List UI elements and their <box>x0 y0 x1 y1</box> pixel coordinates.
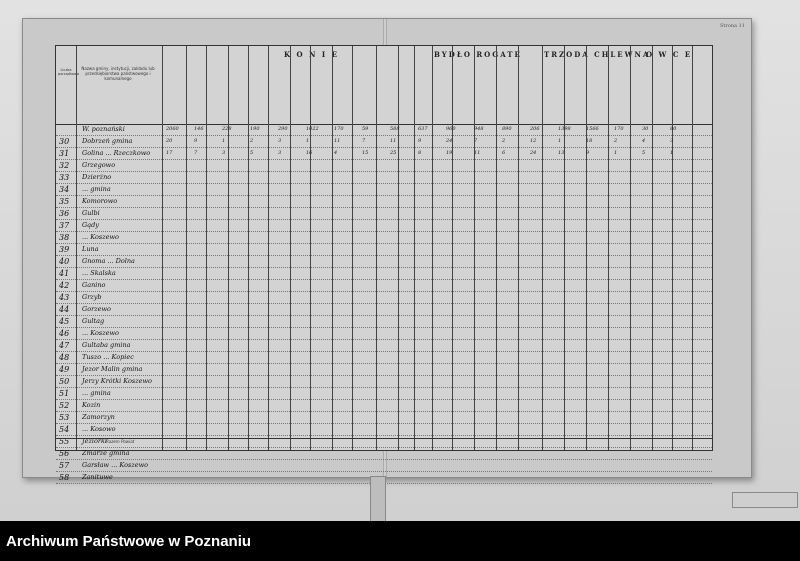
table-row <box>56 160 712 172</box>
table-cell: 2 <box>502 138 506 144</box>
table-row <box>56 340 712 352</box>
table-row <box>56 172 712 184</box>
table-cell: 9 <box>194 138 198 144</box>
table-cell: 890 <box>502 126 512 132</box>
row-name: Dzierżno <box>82 173 112 181</box>
archive-footer <box>0 521 800 561</box>
table-cell: 20 <box>166 138 173 144</box>
table-row <box>56 256 712 268</box>
row-name: ... gmina <box>82 389 111 397</box>
table-row <box>56 124 712 136</box>
row-name: ... Koszewo <box>82 329 119 337</box>
row-number: 57 <box>59 461 70 470</box>
row-number: 40 <box>59 257 70 266</box>
ledger-rows <box>56 124 712 484</box>
row-name: Dobrzeń gmina <box>82 137 133 145</box>
table-row <box>56 448 712 460</box>
row-number: 56 <box>59 449 70 458</box>
row-number: 37 <box>59 221 70 230</box>
table-cell: 6 <box>502 150 506 156</box>
row-number: 42 <box>59 281 70 290</box>
table-cell: 13 <box>558 150 565 156</box>
ledger-header <box>56 46 712 125</box>
row-number: 36 <box>59 209 70 218</box>
row-name: Gorzewo <box>82 305 111 313</box>
table-cell: 1398 <box>558 126 571 132</box>
table-cell: 24 <box>446 138 453 144</box>
table-cell: 9 <box>586 150 590 156</box>
row-name: Luna <box>82 245 99 253</box>
table-cell: 11 <box>334 138 341 144</box>
row-number: 54 <box>59 425 70 434</box>
table-cell: 1 <box>306 138 310 144</box>
table-row <box>56 352 712 364</box>
row-number: 41 <box>59 269 70 278</box>
row-name: Komorowo <box>82 197 118 205</box>
row-name: Grzegowo <box>82 161 116 169</box>
table-cell: 146 <box>194 126 204 132</box>
table-cell: 17 <box>166 150 173 156</box>
table-cell: 5 <box>642 150 646 156</box>
row-name: Gultaba gmina <box>82 341 131 349</box>
table-cell: 59 <box>362 126 369 132</box>
table-row <box>56 268 712 280</box>
table-cell: 7 <box>474 138 478 144</box>
row-number: 33 <box>59 173 70 182</box>
table-cell: 228 <box>222 126 232 132</box>
table-cell: 2060 <box>166 126 179 132</box>
corner-mark: Strona 11 <box>720 23 745 29</box>
row-number: 43 <box>59 293 70 302</box>
table-cell: 3 <box>670 138 674 144</box>
row-name: Garsław ... Koszewo <box>82 461 149 469</box>
table-cell: 190 <box>250 126 260 132</box>
table-cell: 1566 <box>586 126 599 132</box>
table-cell: 30 <box>642 126 649 132</box>
archive-name: Archiwum Państwowe w Poznaniu <box>6 533 252 550</box>
row-name: ... Skalska <box>82 269 116 277</box>
table-row <box>56 184 712 196</box>
document-sheet <box>22 18 752 482</box>
table-cell: 11 <box>474 150 481 156</box>
table-row <box>56 244 712 256</box>
row-name: Jeziorki <box>82 437 107 445</box>
table-cell: 170 <box>614 126 624 132</box>
row-name: ... Kosowo <box>82 425 116 433</box>
row-name: Gnoma ... Dolna <box>82 257 135 265</box>
row-number: 49 <box>59 365 70 374</box>
paper-clip <box>370 476 386 521</box>
row-name: Zmarze gmina <box>82 449 130 457</box>
table-cell: 170 <box>334 126 344 132</box>
table-cell: 1 <box>614 150 618 156</box>
table-cell: 4 <box>642 138 646 144</box>
table-cell: 1 <box>558 138 562 144</box>
row-name: Ganino <box>82 281 106 289</box>
table-cell: 15 <box>362 150 369 156</box>
row-name: Grzyb <box>82 293 102 301</box>
row-number: 44 <box>59 305 70 314</box>
table-cell: 11 <box>390 138 397 144</box>
row-name: W. poznański <box>82 125 125 133</box>
table-row <box>56 412 712 424</box>
table-cell: 1022 <box>306 126 319 132</box>
table-cell: 9 <box>418 138 422 144</box>
table-cell: 24 <box>530 150 537 156</box>
row-name: Gultag <box>82 317 105 325</box>
row-name: ... Koszewo <box>82 233 119 241</box>
table-cell: 5 <box>250 150 254 156</box>
table-cell: 3 <box>278 150 282 156</box>
row-number: 35 <box>59 197 70 206</box>
section-konie: K O N I E <box>284 50 339 59</box>
lp-header: Liczba porządkowa <box>58 68 80 76</box>
row-number: 58 <box>59 473 70 482</box>
table-row <box>56 148 712 160</box>
row-number: 52 <box>59 401 70 410</box>
row-name: ... gmina <box>82 185 111 193</box>
table-cell: 7 <box>194 150 198 156</box>
table-cell: 2 <box>614 138 618 144</box>
section-owce: O W C E <box>646 50 693 59</box>
table-row <box>56 388 712 400</box>
table-cell: 960 <box>446 126 456 132</box>
row-number: 51 <box>59 389 70 398</box>
table-row <box>56 220 712 232</box>
row-number: 53 <box>59 413 70 422</box>
row-name: Gądy <box>82 221 99 229</box>
table-cell: 12 <box>530 138 537 144</box>
table-row <box>56 376 712 388</box>
sum-line <box>56 438 712 439</box>
table-cell: 1 <box>670 150 674 156</box>
row-number: 34 <box>59 185 70 194</box>
table-row <box>56 328 712 340</box>
row-name: Golina ... Rzeczkowo <box>82 149 151 157</box>
ledger-table <box>55 45 713 482</box>
table-cell: 290 <box>278 126 288 132</box>
table-row <box>56 400 712 412</box>
row-number: 38 <box>59 233 70 242</box>
row-number: 55 <box>59 437 70 446</box>
table-cell: 3 <box>222 150 226 156</box>
row-number: 46 <box>59 329 70 338</box>
table-row <box>56 316 712 328</box>
table-cell: 206 <box>530 126 540 132</box>
table-cell: 80 <box>670 126 677 132</box>
row-name: Kozin <box>82 401 101 409</box>
section-trzoda: TRZODA CHLEWNA <box>544 50 651 59</box>
row-name: Jerzy Krótki Koszewo <box>82 377 152 385</box>
table-row <box>56 424 712 436</box>
name-header: Nazwa gminy, instytucji, zakładu lub przedsiębiorstwa państwowego i komunalnego <box>81 66 155 81</box>
table-cell: 19 <box>446 150 453 156</box>
table-row <box>56 232 712 244</box>
row-name: Tuszo ... Kopiec <box>82 353 134 361</box>
table-cell: 637 <box>418 126 428 132</box>
row-number: 30 <box>59 137 70 146</box>
table-row <box>56 460 712 472</box>
sum-label: Razem Powiat <box>106 439 135 444</box>
table-row <box>56 280 712 292</box>
table-row <box>56 196 712 208</box>
row-number: 39 <box>59 245 70 254</box>
table-row <box>56 208 712 220</box>
table-row <box>56 136 712 148</box>
table-cell: 16 <box>306 150 313 156</box>
row-number: 45 <box>59 317 70 326</box>
row-number: 32 <box>59 161 70 170</box>
section-bydlo: BYDŁO ROGATE <box>434 50 522 59</box>
table-cell: 25 <box>390 150 397 156</box>
table-cell: 7 <box>362 138 366 144</box>
table-cell: 4 <box>334 150 338 156</box>
table-cell: 948 <box>474 126 484 132</box>
table-cell: 1 <box>222 138 226 144</box>
row-number: 50 <box>59 377 70 386</box>
table-cell: 3 <box>278 138 282 144</box>
row-number: 48 <box>59 353 70 362</box>
table-row <box>56 292 712 304</box>
row-name: Zanituwe <box>82 473 113 481</box>
table-cell: 18 <box>586 138 593 144</box>
row-name: Zamorzyn <box>82 413 115 421</box>
table-cell: 8 <box>418 150 422 156</box>
table-row <box>56 364 712 376</box>
table-cell: 588 <box>390 126 400 132</box>
row-number: 31 <box>59 149 70 158</box>
row-name: Gulbi <box>82 209 100 217</box>
table-cell: 2 <box>250 138 254 144</box>
row-number: 47 <box>59 341 70 350</box>
paper-tab <box>732 492 798 508</box>
row-name: Jezor Malin gmina <box>82 365 143 373</box>
table-row <box>56 304 712 316</box>
